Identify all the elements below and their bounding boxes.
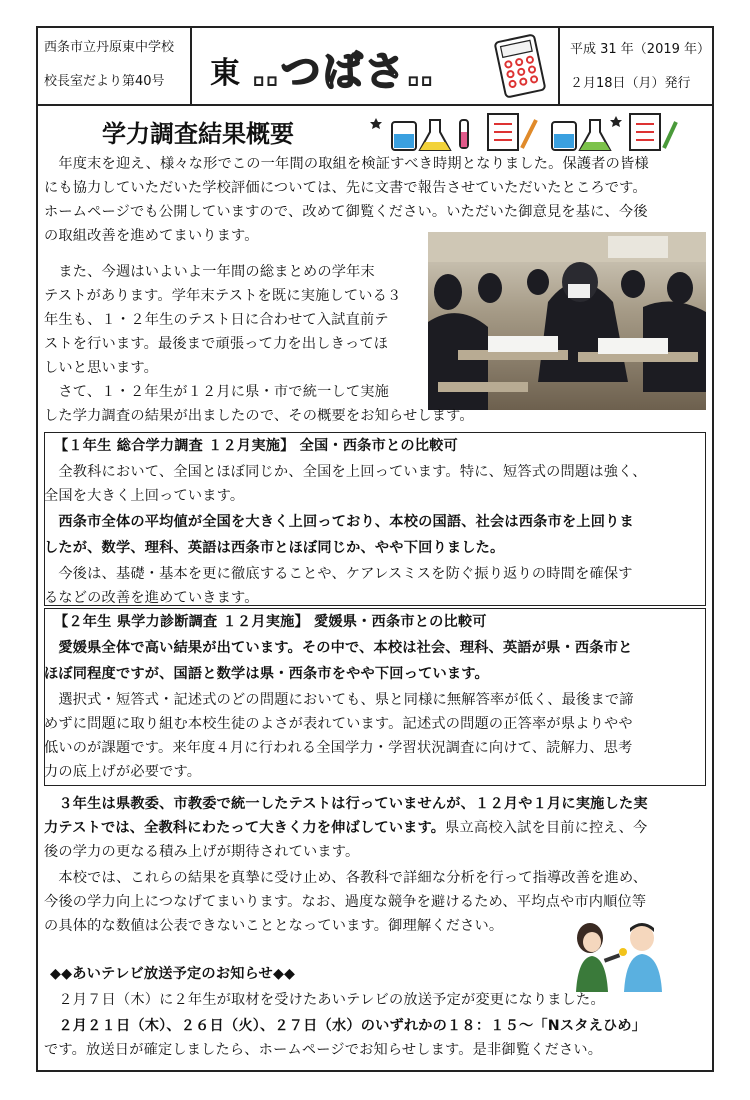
classroom-test-photo — [428, 232, 706, 410]
grade3-line-1: ３年生は県教委、市教委で統一したテストは行っていませんが、１２月や１月に実施した実 — [58, 796, 648, 812]
grade1-heading: 【１年生 総合学力調査 １２月実施】 全国・西条市との比較可 — [54, 438, 458, 454]
test-line-1: また、今週はいよいよ一年間の総まとめの学年末 — [58, 264, 375, 280]
grade2-line-2: ほぼ同程度ですが、国語と数学は県・西条市をやや下回っています。 — [44, 666, 489, 682]
result-intro-line-1: さて、１・２年生が１２月に県・市で統一して実施 — [58, 384, 390, 400]
test-line-3: 年生も、１・２年生のテスト日に合わせて入試直前テ — [44, 312, 389, 328]
header-right — [558, 26, 714, 106]
masthead-east-char: 東 — [210, 56, 240, 91]
issue-date: ２月18日（月）発行 — [570, 76, 691, 91]
grade2-line-4: めずに問題に取り組む本校生徒のよさが表れています。記述式の問題の正答率が県よりやや — [44, 716, 633, 732]
grade2-line-1: 愛媛県全体で高い結果が出ています。その中で、本校は社会、理科、英語が県・西条市と — [58, 640, 633, 656]
intro-line-3: ホームページでも公開していますので、改めて御覧ください。いただいた御意見を基に、今後 — [44, 204, 648, 220]
intro-line-2: にも協力していただいた学校評価については、先に文書で報告させていただいたところです。 — [44, 180, 647, 196]
grade3-line-3: 後の学力の更なる積み上げが期待されています。 — [44, 844, 360, 860]
grade2-line-3: 選択式・短答式・記述式のどの問題においても、県と同様に無解答率が低く、最後まで諦 — [58, 692, 634, 708]
tv-line-3: です。放送日が確定しましたら、ホームページでお知らせします。是非御覧ください。 — [44, 1042, 603, 1058]
issue-year: 平成 31 年（2019 年） — [570, 42, 711, 57]
calculator-icon — [492, 32, 548, 100]
grade1-line-2: 全国を大きく上回っています。 — [44, 488, 245, 504]
test-line-4: ストを行います。最後まで頑張って力を出しきってほ — [44, 336, 389, 352]
grade1-line-4: したが、数学、理科、英語は西条市とほぼ同じか、やや下回りました。 — [44, 540, 505, 556]
closing-line-3: の具体的な数値は公表できないこととなっています。御理解ください。 — [44, 918, 504, 934]
closing-line-1: 本校では、これらの結果を真摯に受け止め、各教科で詳細な分析を行って指導改善を進め、 — [58, 870, 648, 886]
test-line-5: しいと思います。 — [44, 360, 158, 376]
tv-line-1: ２月７日（木）に２年生が取材を受けたあいテレビの放送予定が変更になりました。 — [58, 992, 605, 1008]
grade1-line-3: 西条市全体の平均値が全国を大きく上回っており、本校の国語、社会は西条市を上回りま — [58, 514, 634, 530]
result-intro-line-2: した学力調査の結果が出ましたので、その概要をお知らせします。 — [44, 408, 474, 424]
masthead-title: ‥つばさ‥ — [252, 49, 436, 95]
issue-number: 校長室だより第40号 — [44, 74, 165, 89]
grade1-line-5: 今後は、基礎・基本を更に徹底することや、ケアレスミスを防ぐ振り返りの時間を確保す — [58, 566, 633, 582]
grade1-line-1: 全教科において、全国とほぼ同じか、全国を上回っています。特に、短答式の問題は強く、 — [58, 464, 647, 480]
test-line-2: テストがあります。学年末テストを既に実施している３ — [44, 288, 402, 304]
header-left — [36, 26, 192, 106]
closing-line-2: 今後の学力向上につなげてまいります。なお、過度な競争を避けるため、平均点や市内順位等 — [44, 894, 647, 910]
intro-line-1: 年度末を迎え、様々な形でこの一年間の取組を検証すべき時期となりました。保護者の皆様 — [58, 156, 649, 172]
grade3-line-2: 力テストでは、全教科にわたって大きく力を伸ばしています。県立高校入試を目前に控え、今 — [44, 820, 648, 836]
article-title: 学力調査結果概要 — [102, 120, 294, 148]
intro-line-4: の取組改善を進めてまいります。 — [44, 228, 259, 244]
school-name: 西条市立丹原東中学校 — [44, 40, 175, 55]
grade1-line-6: るなどの改善を進めていきます。 — [44, 590, 259, 606]
interview-illustration-icon — [568, 916, 668, 992]
grade2-heading: 【２年生 県学力診断調査 １２月実施】 愛媛県・西条市との比較可 — [54, 614, 487, 630]
masthead — [192, 26, 558, 106]
grade2-line-6: 力の底上げが必要です。 — [44, 764, 202, 780]
science-clipart-icon — [370, 110, 680, 154]
tv-line-2: ２月２１日（木）、２６日（火）、２７日（水）のいずれかの１８：１５～「Nスタえひめ」 — [58, 1018, 647, 1034]
grade2-line-5: 低いのが課題です。来年度４月に行われる全国学力・学習状況調査に向けて、読解力、思考 — [44, 740, 633, 756]
tv-heading: ◆◆あいテレビ放送予定のお知らせ◆◆ — [50, 966, 296, 982]
